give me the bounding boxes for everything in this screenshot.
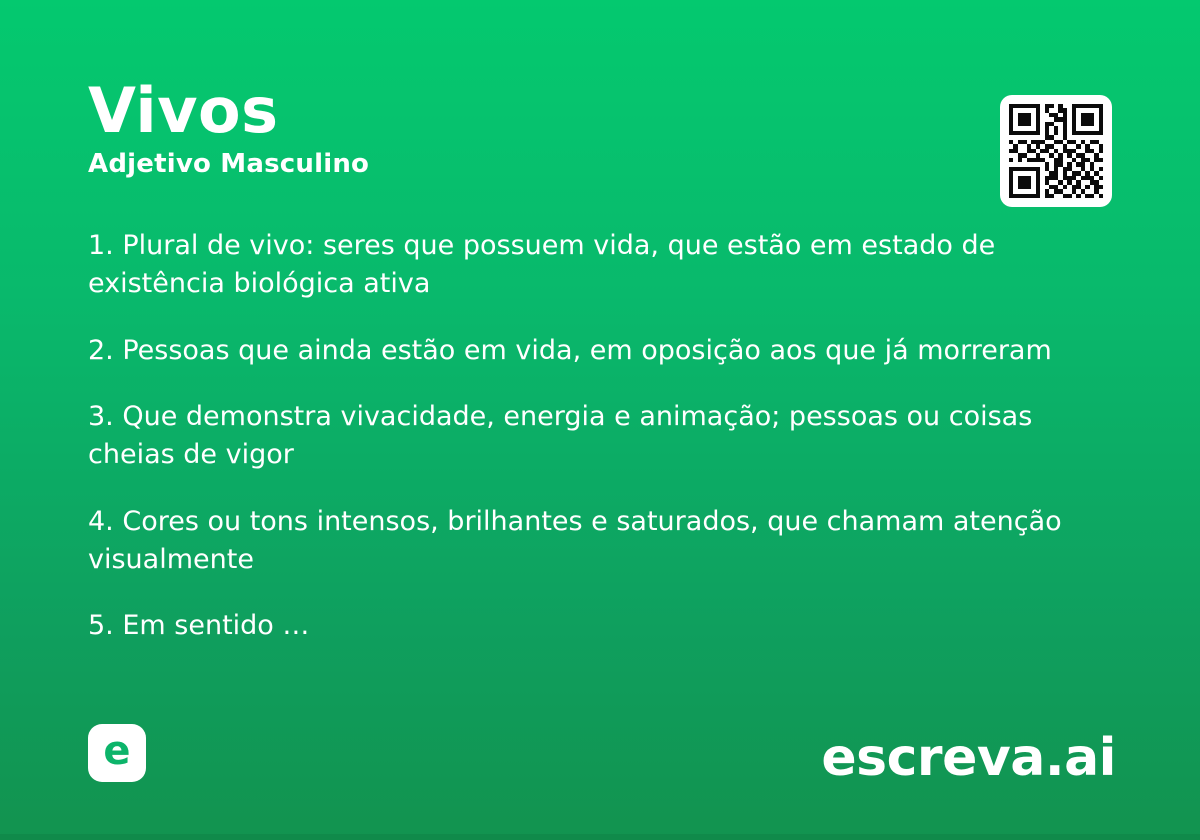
list-item: 2. Pessoas que ainda estão em vida, em oposição aos que já morreram — [88, 334, 1052, 366]
qr-code-icon[interactable] — [1000, 95, 1112, 207]
page-title: Vivos — [88, 74, 279, 147]
list-item: 4. Cores ou tons intensos, brilhantes e saturados, que chamam atenção visualmente — [88, 505, 1062, 576]
brand-wordmark: escreva.ai — [821, 728, 1116, 788]
card-content — [88, 74, 1112, 646]
logo-letter: e — [103, 728, 131, 774]
list-item: 5. Em sentido … — [88, 610, 310, 642]
brand-logo-icon — [88, 724, 146, 782]
list-item: 1. Plural de vivo: seres que possuem vida, que estão em estado de existência biológica ativa — [88, 230, 996, 300]
list-item: 3. Que demonstra vivacidade, energia e animação; pessoas ou coisas cheias de vigor — [88, 401, 1033, 471]
part-of-speech-label: Adjetivo Masculino — [88, 149, 370, 180]
definition-list — [88, 227, 1112, 646]
qr-code-matrix — [1009, 104, 1103, 198]
